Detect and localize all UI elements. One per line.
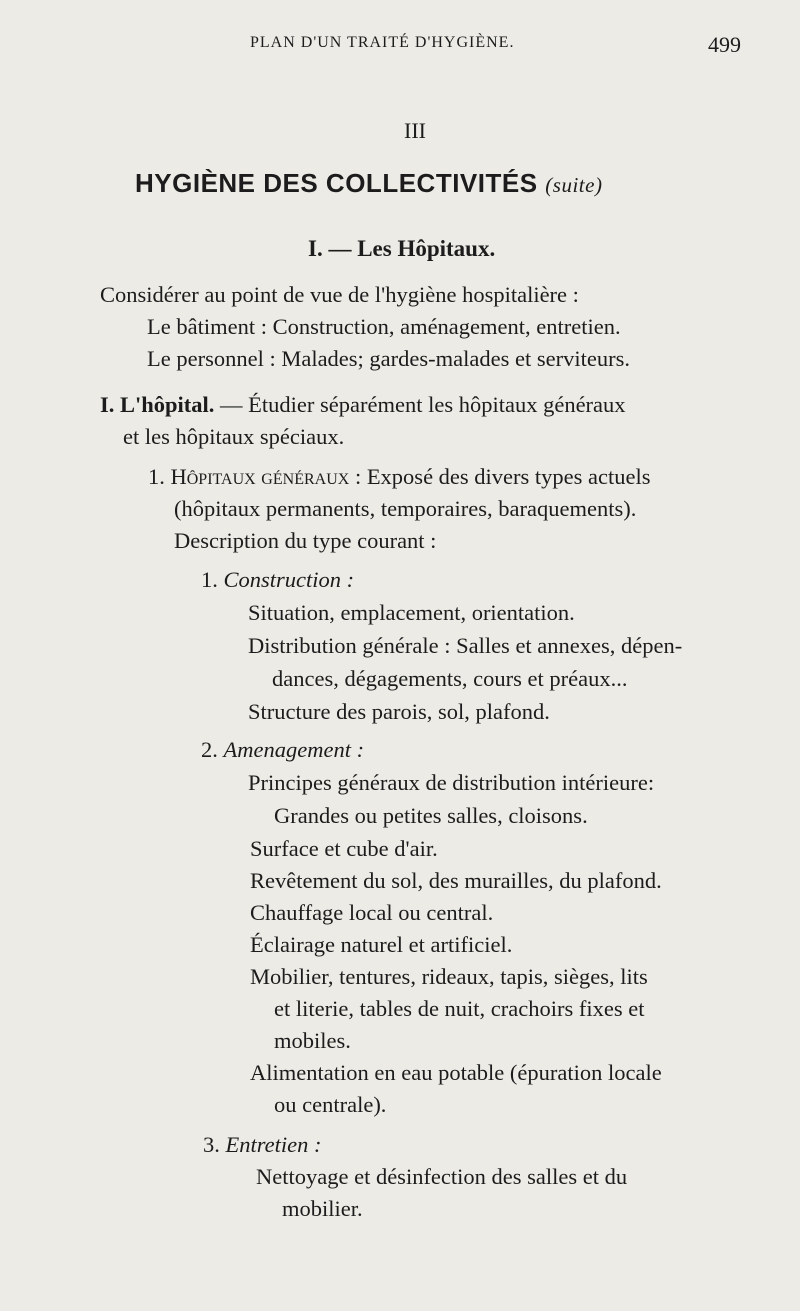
text-line: dances, dégagements, cours et préaux... [272, 666, 628, 691]
text-line: Alimentation en eau potable (épuration locale [250, 1060, 662, 1085]
text-line: Principes généraux de distribution intérieure: [248, 770, 655, 795]
text-line: Description du type courant : [174, 528, 437, 553]
text-line [100, 392, 626, 418]
section-title-text: HYGIÈNE DES COLLECTIVITÉS [135, 168, 538, 198]
text-line: et literie, tables de nuit, crachoirs fixes et [274, 996, 645, 1021]
subsection-heading: I. L'hôpital. [100, 392, 215, 417]
text-line: ou centrale). [274, 1092, 387, 1117]
text-line [201, 737, 364, 763]
item-number: 1. [201, 567, 224, 592]
section-title [135, 168, 602, 199]
text-line: Revêtement du sol, des murailles, du plafond. [250, 868, 662, 893]
page-number: 499 [708, 32, 741, 57]
item-heading: Amenagement : [223, 737, 365, 762]
text-line: Chauffage local ou central. [250, 900, 494, 925]
running-header: PLAN D'UN TRAITÉ D'HYGIÈNE. [250, 34, 515, 51]
chapter-title: I. — Les Hôpitaux. [308, 236, 496, 261]
small-caps-heading: 1. Hôpitaux généraux [148, 464, 350, 489]
text-line: Nettoyage et désinfection des salles et du [256, 1164, 628, 1189]
item-number: 2. [201, 737, 224, 762]
text-line: mobiles. [274, 1028, 351, 1053]
text-line: Mobilier, tentures, rideaux, tapis, sièges, lits [250, 964, 648, 989]
text-line: Éclairage naturel et artificiel. [250, 932, 513, 957]
text-line [201, 567, 354, 593]
text-line: Structure des parois, sol, plafond. [248, 699, 550, 724]
text-line: Situation, emplacement, orientation. [248, 600, 575, 625]
text-line: mobilier. [282, 1196, 363, 1221]
text-line [203, 1132, 322, 1158]
text-line [148, 464, 651, 490]
item-heading: Construction : [223, 567, 355, 592]
text-line: Distribution générale : Salles et annexes, dépen- [248, 633, 683, 658]
text-span: — Étudier séparément les hôpitaux généraux [214, 392, 626, 417]
text-line: Surface et cube d'air. [250, 836, 438, 861]
item-number: 3. [203, 1132, 226, 1157]
text-line: (hôpitaux permanents, temporaires, baraquements). [174, 496, 637, 521]
text-span: : Exposé des divers types actuels [349, 464, 651, 489]
item-heading: Entretien : [225, 1132, 322, 1157]
text-line: Grandes ou petites salles, cloisons. [274, 803, 588, 828]
section-number: III [404, 118, 426, 143]
text-line: Le bâtiment : Construction, aménagement, entretien. [147, 314, 621, 339]
section-suite: (suite) [545, 173, 603, 197]
text-line: et les hôpitaux spéciaux. [123, 424, 345, 449]
text-line: Considérer au point de vue de l'hygiène hospitalière : [100, 282, 579, 307]
text-line: Le personnel : Malades; gardes-malades et serviteurs. [147, 346, 630, 371]
